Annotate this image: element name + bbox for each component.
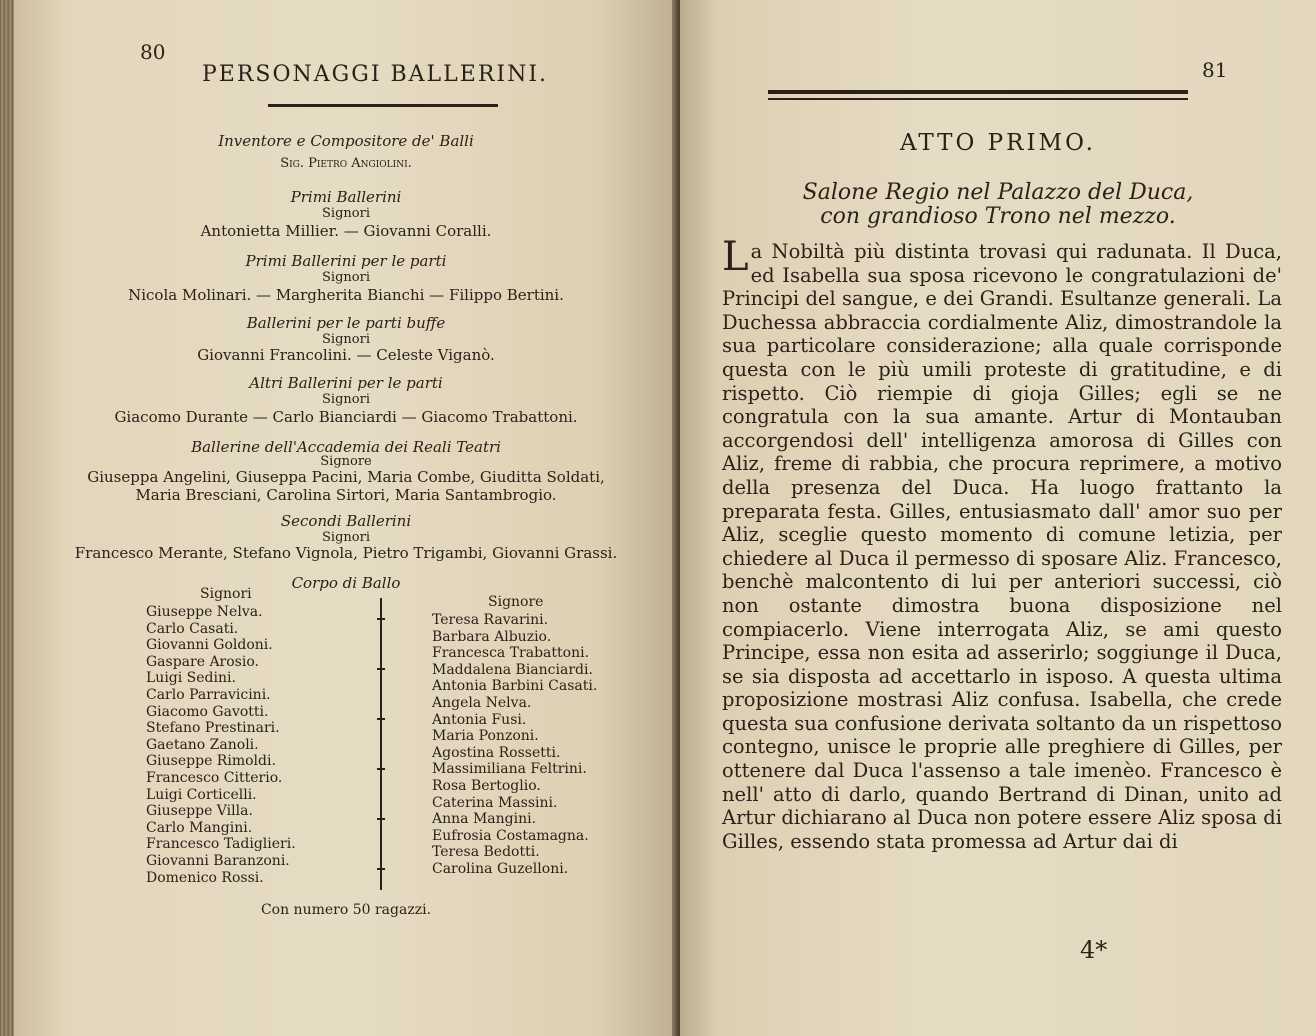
group-signori: Signori [322, 392, 370, 407]
title-rule [268, 104, 498, 107]
women-list [432, 612, 597, 878]
roster-name: Giovanni Baranzoni. [146, 852, 290, 869]
group-names: Giuseppa Angelini, Giuseppa Pacini, Maria Combe, Giuditta Soldati, [87, 468, 605, 486]
right-page [680, 0, 1316, 1036]
group-heading: Ballerine dell'Accademia dei Reali Teatri [191, 438, 501, 456]
inventor-label: Inventore e Compositore de' Balli [218, 132, 474, 150]
group-signori: Signori [322, 332, 370, 347]
group-heading: Altri Ballerini per le parti [249, 374, 443, 392]
group-signori: Signori [322, 270, 370, 285]
page-number: 80 [140, 40, 166, 64]
group-names: Giovanni Francolini. — Celeste Viganò. [197, 346, 495, 364]
group-heading: Primi Ballerini per le parti [245, 252, 447, 270]
body-paragraph [722, 234, 1282, 853]
roster-name: Francesca Trabattoni. [432, 645, 590, 662]
roster-name: Teresa Ravarini. [432, 612, 549, 628]
roster-name: Maddalena Bianciardi. [432, 661, 593, 678]
inventor-name: Sig. Pietro Angiolini. [280, 156, 412, 171]
left-page [14, 0, 678, 1036]
group-heading: Secondi Ballerini [280, 512, 412, 530]
roster-name: Carlo Casati. [146, 620, 239, 637]
roster-name: Domenico Rossi. [146, 869, 264, 886]
roster-name: Eufrosia Costamagna. [432, 827, 589, 844]
drop-cap: L [722, 234, 749, 280]
roster-name: Anna Mangini. [432, 811, 537, 828]
men-header: Signori [200, 586, 252, 602]
group-signori: Signori [322, 530, 370, 545]
roster-name: Francesco Tadiglieri. [146, 836, 296, 853]
roster-name: Giacomo Gavotti. [146, 703, 269, 720]
roster-name: Carlo Mangini. [146, 819, 253, 836]
roster-name: Gaspare Arosio. [146, 653, 259, 670]
roster-name: Maria Ponzoni. [432, 728, 539, 745]
roster-name: Antonia Barbini Casati. [432, 678, 598, 695]
group-names-continued: Maria Bresciani, Carolina Sirtori, Maria Santambrogio. [135, 486, 557, 504]
roster-brace [380, 598, 382, 890]
header-rule [768, 90, 1188, 94]
roster-name: Giuseppe Rimoldi. [146, 753, 276, 770]
group-heading: Primi Ballerini [290, 188, 402, 206]
signature-mark: 4* [1080, 936, 1108, 964]
roster-name: Luigi Corticelli. [146, 786, 257, 803]
body-text: a Nobiltà più distinta trovasi qui radunata. Il Duca, ed Isabella sua sposa ricevono le congratulazioni de' Principi del sangue, e dei Grandi. Esultanze generali. La Duchessa abbraccia cordialmente Aliz, dimostrandole la sua particolare considerazione; alla quale corrisponde questa con le più umili proteste di gratitudine, e di rispetto. Ciò riempie di gioja Gilles; egli se ne congratula con la sua amante. Artur di Montauban accorgendosi dell' intelligenza amorosa di Gilles con Aliz, freme di rabbia, che procura reprimere, a motivo della presenza del Duca. Ha luogo frattanto la preparata festa. Gilles, entusiasmato dall' amor suo per Aliz, sceglie questo momento di comune letizia, per chiedere al Duca il permesso di sposare Aliz. Francesco, benchè malcontento di lui per anteriori successi, ciò non ostante dimostra buona disposizione nel compiacerlo. Viene interrogata Aliz, se ami questo Principe, essa non esita ad asserirlo; soggiunge il Duca, se sia disposta ad accettarlo in isposo. A questa ultima proposizione mostrasi Aliz confusa. Isabella, che crede questa sua confusione derivata soltanto da un rispettoso contegno, unisce le proprie alle preghiere di Gilles, per ottenere dal Duca l'assenso a tale imenèo. Francesco è nell' atto di darlo, quando Bertrand di Dinan, unito ad Artur dichiarano al Duca non potere essere Aliz sposa di Gilles, essendo stata promessa ad Artur dai di [722, 240, 1282, 853]
roster-name: Barbara Albuzio. [432, 628, 552, 645]
group-names: Francesco Merante, Stefano Vignola, Pietro Trigambi, Giovanni Grassi. [74, 544, 618, 562]
group-heading: Ballerini per le parti buffe [246, 314, 446, 332]
roster-name: Angela Nelva. [432, 694, 532, 711]
header-rule-thin [768, 98, 1188, 100]
roster-name: Carlo Parravicini. [146, 686, 271, 703]
roster-name: Carolina Guzelloni. [432, 860, 569, 877]
page-number: 81 [1202, 58, 1228, 82]
roster-name: Antonia Fusi. [432, 711, 527, 728]
footer-note: Con numero 50 ragazzi. [260, 902, 432, 918]
roster-name: Giuseppe Villa. [146, 803, 253, 820]
group-names: Nicola Molinari. — Margherita Bianchi — Filippo Bertini. [128, 286, 564, 304]
group-signori: Signori [322, 206, 370, 221]
roster-name: Giovanni Goldoni. [146, 637, 273, 654]
act-title: ATTO PRIMO. [900, 130, 1096, 156]
men-list [146, 604, 296, 886]
roster-name: Gaetano Zanoli. [146, 736, 259, 753]
roster-name: Agostina Rossetti. [432, 744, 561, 761]
roster-name: Francesco Citterio. [146, 769, 283, 786]
page-title: PERSONAGGI BALLERINI. [202, 62, 549, 87]
roster-name: Giuseppe Nelva. [146, 604, 263, 620]
roster-name: Teresa Bedotti. [432, 844, 540, 861]
scene-line-1: Salone Regio nel Palazzo del Duca, [802, 180, 1194, 205]
group-names: Antonietta Millier. — Giovanni Coralli. [200, 222, 492, 240]
roster-name: Caterina Massini. [432, 794, 558, 811]
roster-name: Massimiliana Feltrini. [432, 761, 587, 778]
women-header: Signore [488, 594, 544, 610]
group-names: Giacomo Durante — Carlo Bianciardi — Giacomo Trabattoni. [114, 408, 578, 426]
scene-line-2: con grandioso Trono nel mezzo. [820, 204, 1176, 229]
roster-name: Luigi Sedini. [146, 670, 236, 687]
corpo-heading: Corpo di Ballo [291, 574, 401, 592]
group-signori: Signore [320, 454, 372, 469]
roster-name: Stefano Prestinari. [146, 720, 280, 737]
roster-name: Rosa Bertoglio. [432, 777, 541, 794]
